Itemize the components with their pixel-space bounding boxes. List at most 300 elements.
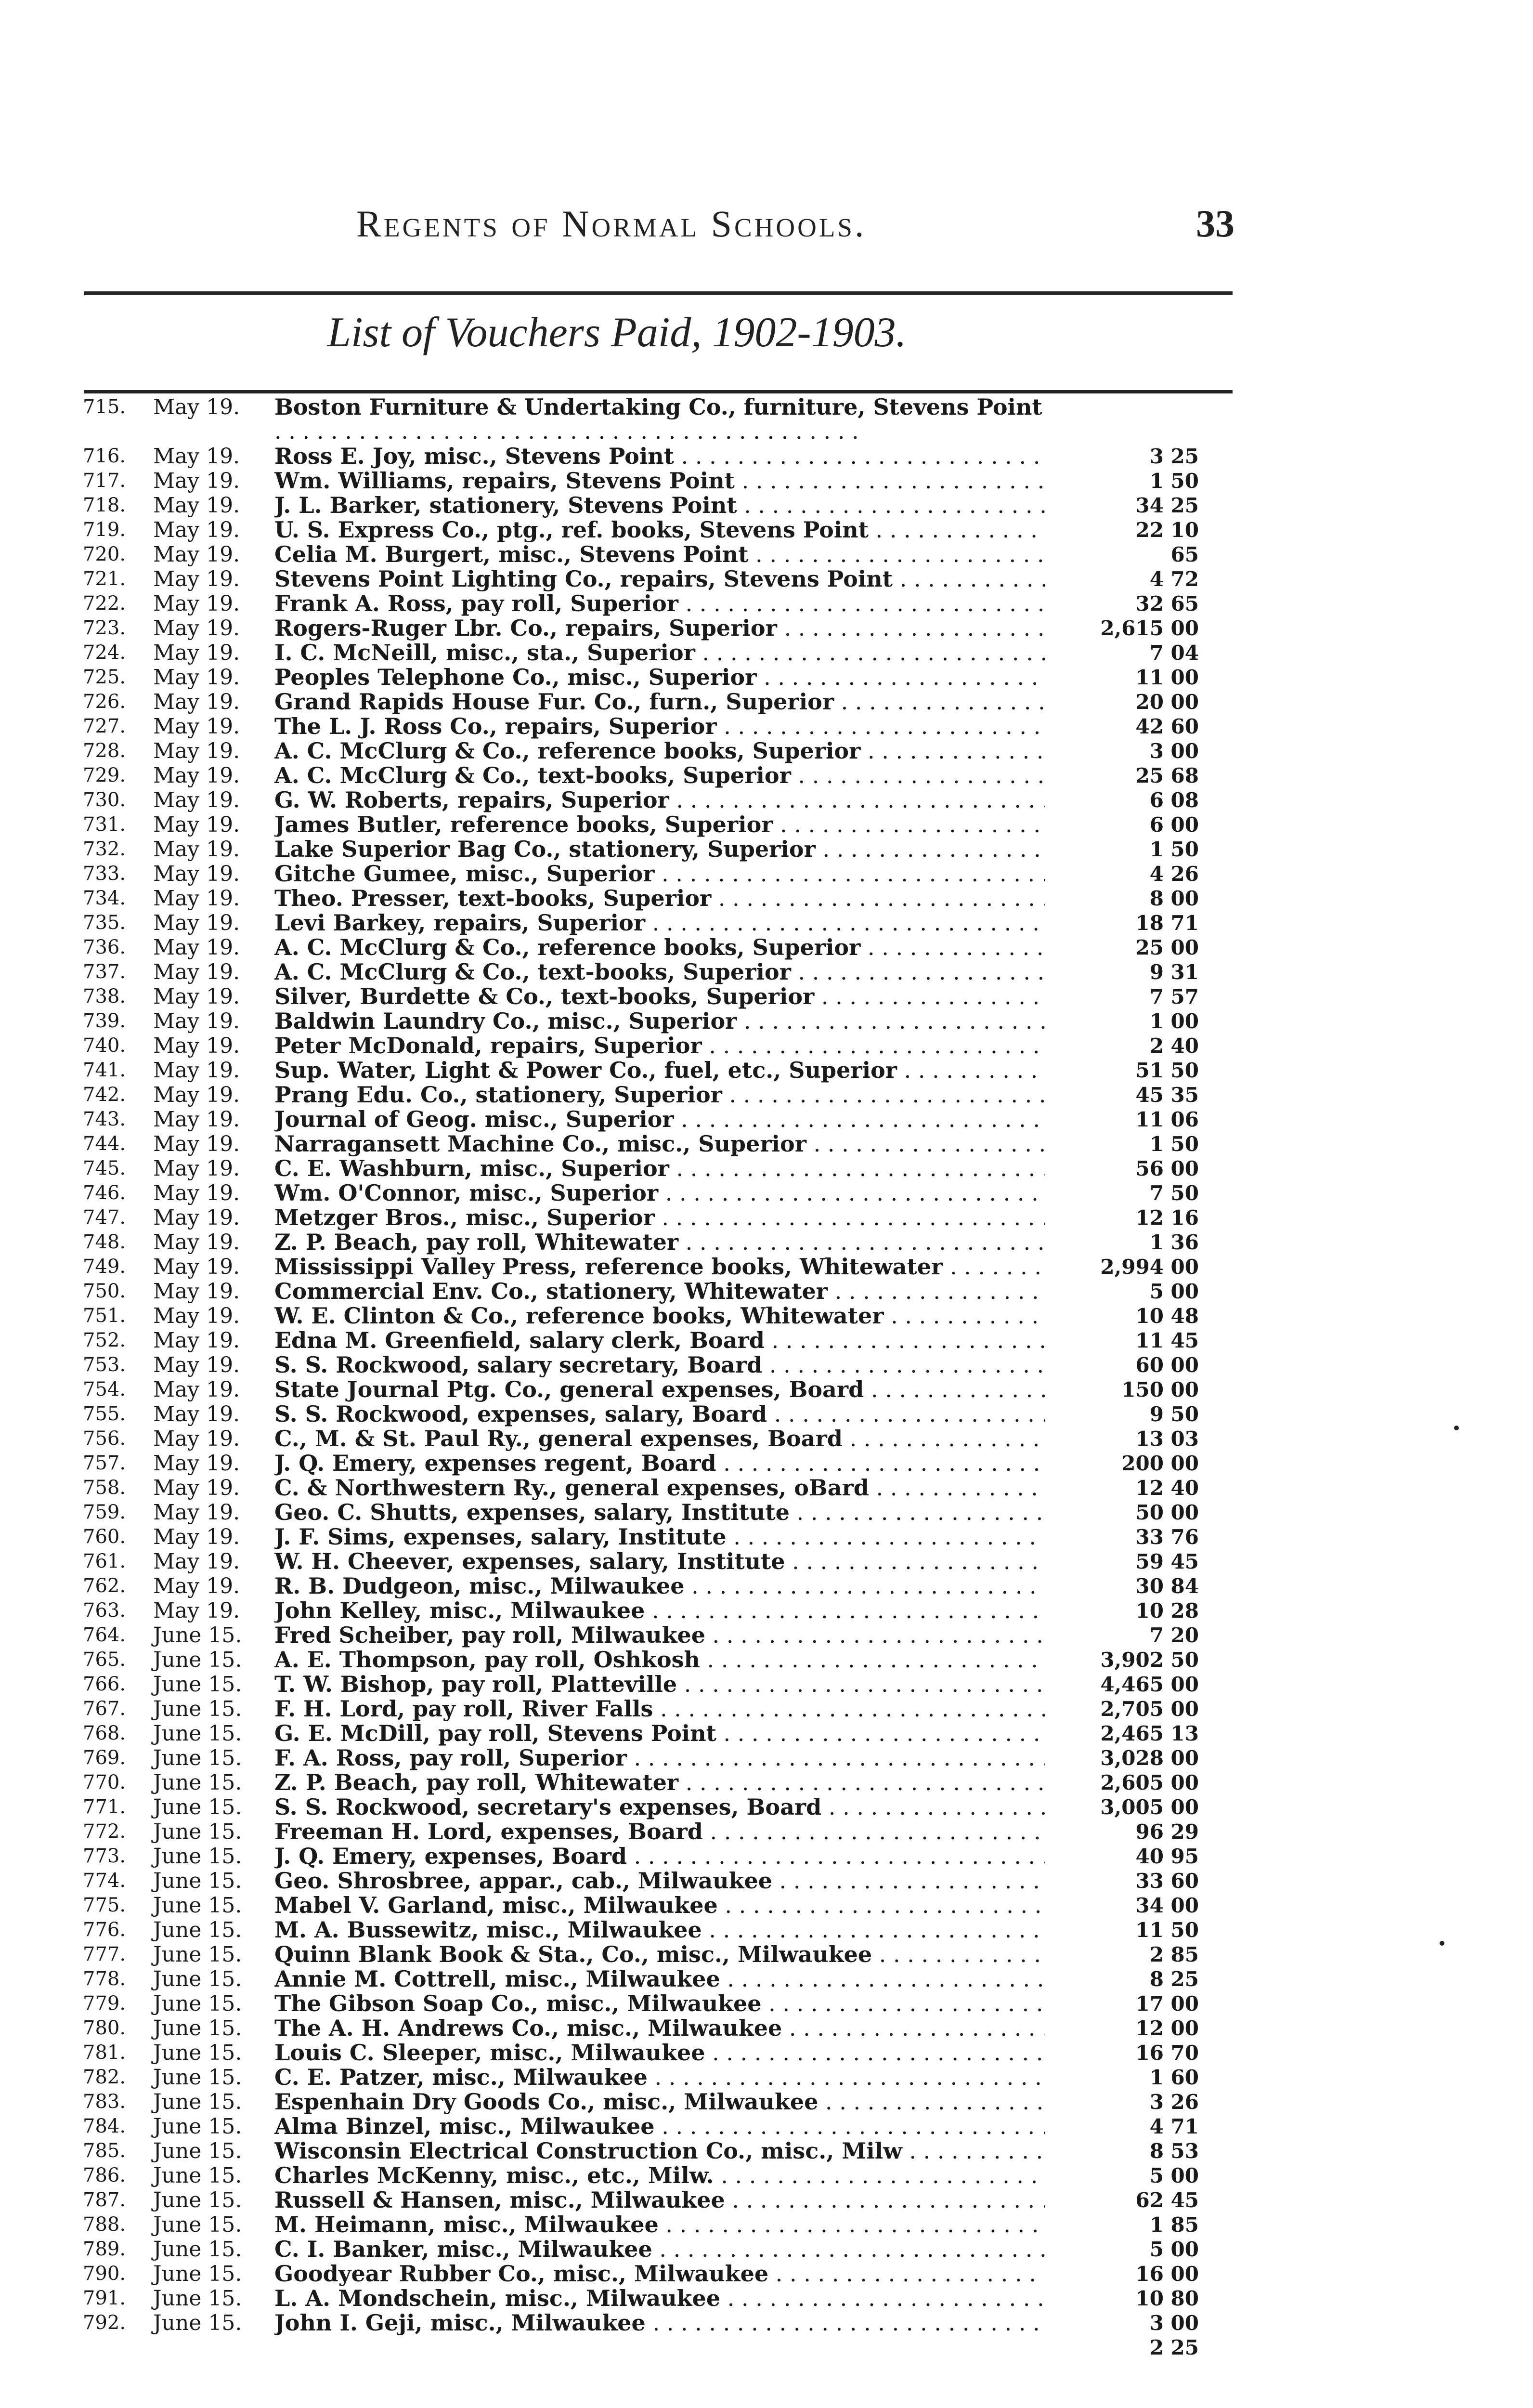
voucher-amount: 2 40 — [1149, 1034, 1199, 1058]
voucher-amount: 10 48 — [1135, 1304, 1199, 1328]
voucher-payee: F. H. Lord, pay roll, River Falls . . . — [274, 1697, 1045, 1721]
voucher-amount: 18 71 — [1135, 911, 1199, 935]
voucher-row — [0, 2016, 1533, 2041]
voucher-amount: 2 85 — [1149, 1943, 1199, 1966]
voucher-payee: Rogers-Ruger Lbr. Co., repairs, Superior . . . — [274, 616, 1045, 641]
voucher-number: 731. — [83, 813, 126, 836]
voucher-date: June 15. — [153, 2188, 242, 2212]
voucher-date: May 19. — [153, 935, 240, 960]
voucher-number: 792. — [83, 2312, 126, 2334]
voucher-payee: Frank A. Ross, pay roll, Superior . . . — [274, 591, 1045, 616]
voucher-payee: Metzger Bros., misc., Superior . . . — [274, 1205, 1045, 1230]
voucher-number: 758. — [83, 1477, 126, 1499]
voucher-row — [0, 1304, 1533, 1328]
voucher-amount: 16 00 — [1135, 2262, 1199, 2286]
voucher-row — [0, 935, 1533, 960]
voucher-amount: 1 85 — [1149, 2213, 1199, 2237]
voucher-payee: Ross E. Joy, misc., Stevens Point . . . — [274, 444, 1045, 469]
voucher-payee: The L. J. Ross Co., repairs, Superior . . . — [274, 714, 1045, 739]
voucher-payee: M. A. Bussewitz, misc., Milwaukee . . . — [274, 1918, 1045, 1942]
voucher-amount: 5 00 — [1149, 2238, 1199, 2261]
voucher-row — [0, 714, 1533, 739]
voucher-number: 780. — [83, 2017, 126, 2039]
voucher-amount: 1 50 — [1149, 469, 1199, 493]
voucher-number: 765. — [83, 1649, 126, 1671]
voucher-number: 733. — [83, 863, 126, 885]
voucher-number: 786. — [83, 2164, 126, 2186]
voucher-row — [0, 1942, 1533, 1967]
voucher-amount: 2 25 — [1149, 2336, 1199, 2359]
voucher-payee: C., M. & St. Paul Ry., general expenses, Board . . . — [274, 1426, 1045, 1451]
voucher-payee: Celia M. Burgert, misc., Stevens Point . . . — [274, 542, 1045, 567]
voucher-date: June 15. — [153, 1623, 242, 1648]
voucher-row — [0, 911, 1533, 935]
voucher-number: 766. — [83, 1673, 126, 1695]
voucher-amount: 2,994 00 — [1100, 1255, 1199, 1279]
voucher-number: 727. — [83, 715, 126, 737]
voucher-amount: 32 65 — [1135, 592, 1199, 615]
voucher-date: May 19. — [153, 1426, 240, 1451]
voucher-payee: J. Q. Emery, expenses, Board . . . — [274, 1844, 1045, 1869]
voucher-payee: Gitche Gumee, misc., Superior . . . — [274, 862, 1045, 886]
voucher-date: June 15. — [153, 1648, 242, 1672]
voucher-payee: Theo. Presser, text-books, Superior . . . — [274, 886, 1045, 911]
voucher-payee: I. C. McNeill, misc., sta., Superior . . . — [274, 641, 1045, 665]
voucher-amount: 8 25 — [1149, 1967, 1199, 1991]
voucher-row — [0, 2335, 1533, 2360]
voucher-number: 729. — [83, 764, 126, 786]
voucher-row — [0, 1598, 1533, 1623]
voucher-row — [0, 1525, 1533, 1549]
voucher-amount: 5 00 — [1149, 1280, 1199, 1303]
voucher-payee: Peter McDonald, repairs, Superior . . . — [274, 1034, 1045, 1058]
voucher-row — [0, 2114, 1533, 2139]
voucher-payee: U. S. Express Co., ptg., ref. books, Stevens Point . . . — [274, 518, 1045, 542]
voucher-row — [0, 1279, 1533, 1304]
voucher-date: May 19. — [153, 1205, 240, 1230]
voucher-date: June 15. — [153, 2212, 242, 2237]
voucher-date: May 19. — [153, 1500, 240, 1525]
voucher-date: May 19. — [153, 960, 240, 984]
voucher-number: 771. — [83, 1796, 126, 1818]
list-title: List of Vouchers Paid, 1902-1903. — [327, 309, 907, 356]
voucher-date: June 15. — [153, 1844, 242, 1869]
voucher-date: June 15. — [153, 1795, 242, 1819]
voucher-row — [0, 862, 1533, 886]
voucher-payee: Alma Binzel, misc., Milwaukee . . . — [274, 2114, 1045, 2139]
voucher-payee: C. E. Washburn, misc., Superior . . . — [274, 1156, 1045, 1181]
voucher-amount: 30 84 — [1135, 1574, 1199, 1598]
voucher-row — [0, 1426, 1533, 1451]
voucher-date: May 19. — [153, 739, 240, 763]
voucher-amount: 2,615 00 — [1100, 616, 1199, 640]
voucher-payee: C. E. Patzer, misc., Milwaukee . . . — [274, 2065, 1045, 2090]
voucher-amount: 34 25 — [1135, 494, 1199, 517]
voucher-payee: Grand Rapids House Fur. Co., furn., Superior . . . — [274, 690, 1045, 714]
voucher-list — [0, 395, 1533, 2360]
voucher-row — [0, 2041, 1533, 2065]
voucher-date: June 15. — [153, 1746, 242, 1770]
voucher-row — [0, 1721, 1533, 1746]
voucher-date: June 15. — [153, 1869, 242, 1893]
voucher-row — [0, 2262, 1533, 2286]
voucher-row — [0, 1893, 1533, 1918]
voucher-row — [0, 1574, 1533, 1598]
voucher-date: May 19. — [153, 1279, 240, 1304]
voucher-row — [0, 1844, 1533, 1869]
voucher-amount: 62 45 — [1135, 2188, 1199, 2212]
voucher-number: 748. — [83, 1231, 126, 1253]
voucher-number: 755. — [83, 1403, 126, 1425]
voucher-payee: John I. Geji, misc., Milwaukee . . . — [274, 2311, 1045, 2335]
voucher-payee: Charles McKenny, misc., etc., Milw. . . . — [274, 2163, 1045, 2188]
voucher-date: June 15. — [153, 1721, 242, 1746]
voucher-row — [0, 1869, 1533, 1893]
voucher-amount: 1 50 — [1149, 1132, 1199, 1156]
voucher-amount: 45 35 — [1135, 1083, 1199, 1107]
voucher-row — [0, 1058, 1533, 1083]
voucher-number: 721. — [83, 568, 126, 590]
voucher-number: 763. — [83, 1599, 126, 1622]
voucher-payee: Mississippi Valley Press, reference books, Whitewater . . . — [274, 1255, 1045, 1279]
voucher-date: May 19. — [153, 1476, 240, 1500]
voucher-amount: 33 60 — [1135, 1869, 1199, 1893]
voucher-date: May 19. — [153, 469, 240, 493]
voucher-amount: 1 60 — [1149, 2066, 1199, 2089]
voucher-date: May 19. — [153, 591, 240, 616]
voucher-date: June 15. — [153, 2065, 242, 2090]
voucher-amount: 11 50 — [1135, 1918, 1199, 1942]
voucher-payee: Geo. Shrosbree, appar., cab., Milwaukee . . . — [274, 1869, 1045, 1893]
voucher-row — [0, 812, 1533, 837]
voucher-amount: 25 00 — [1135, 936, 1199, 959]
voucher-payee: W. H. Cheever, expenses, salary, Institute . . . — [274, 1549, 1045, 1574]
voucher-row — [0, 763, 1533, 788]
voucher-date: May 19. — [153, 1402, 240, 1426]
voucher-amount: 13 03 — [1135, 1427, 1199, 1451]
voucher-payee: Wisconsin Electrical Construction Co., misc., Milw . . . — [274, 2139, 1045, 2163]
voucher-number: 759. — [83, 1501, 126, 1523]
voucher-date: May 19. — [153, 1034, 240, 1058]
stray-mark — [1454, 1426, 1459, 1430]
voucher-number: 764. — [83, 1624, 126, 1646]
voucher-date: June 15. — [153, 2262, 242, 2286]
page-number: 33 — [1196, 203, 1234, 245]
voucher-number: 728. — [83, 740, 126, 762]
voucher-number: 726. — [83, 691, 126, 713]
voucher-row — [0, 2090, 1533, 2114]
voucher-amount: 11 45 — [1135, 1329, 1199, 1352]
voucher-number: 757. — [83, 1452, 126, 1474]
voucher-number: 730. — [83, 789, 126, 811]
voucher-payee: Boston Furniture & Undertaking Co., furniture, Stevens Point . . . — [274, 395, 1045, 443]
voucher-date: June 15. — [153, 2016, 242, 2041]
voucher-payee: Wm. Williams, repairs, Stevens Point . . . — [274, 469, 1045, 493]
voucher-payee: John Kelley, misc., Milwaukee . . . — [274, 1598, 1045, 1623]
voucher-number: 781. — [83, 2042, 126, 2064]
voucher-payee: G. W. Roberts, repairs, Superior . . . — [274, 788, 1045, 812]
voucher-number: 740. — [83, 1034, 126, 1057]
voucher-date: May 19. — [153, 1549, 240, 1574]
voucher-row — [0, 542, 1533, 567]
voucher-row — [0, 1107, 1533, 1132]
voucher-payee: J. L. Barker, stationery, Stevens Point . . . — [274, 493, 1045, 518]
voucher-payee: C. I. Banker, misc., Milwaukee . . . — [274, 2237, 1045, 2262]
voucher-amount: 2,705 00 — [1100, 1697, 1199, 1721]
voucher-number: 774. — [83, 1870, 126, 1892]
voucher-payee: Stevens Point Lighting Co., repairs, Stevens Point . . . — [274, 567, 1045, 591]
voucher-number: 735. — [83, 912, 126, 934]
voucher-amount: 3 26 — [1149, 2090, 1199, 2114]
voucher-date: May 19. — [153, 1574, 240, 1598]
voucher-payee: Goodyear Rubber Co., misc., Milwaukee . . . — [274, 2262, 1045, 2286]
voucher-row — [0, 1451, 1533, 1476]
voucher-row — [0, 1549, 1533, 1574]
voucher-date: May 19. — [153, 1451, 240, 1476]
voucher-number: 742. — [83, 1084, 126, 1106]
voucher-date: May 19. — [153, 493, 240, 518]
voucher-amount: 4,465 00 — [1100, 1673, 1199, 1696]
voucher-date: June 15. — [153, 1819, 242, 1844]
voucher-number: 778. — [83, 1968, 126, 1990]
voucher-amount: 9 31 — [1149, 960, 1199, 984]
voucher-number: 767. — [83, 1698, 126, 1720]
voucher-payee: A. C. McClurg & Co., text-books, Superior . . . — [274, 763, 1045, 788]
voucher-row — [0, 1009, 1533, 1034]
voucher-amount: 51 50 — [1135, 1059, 1199, 1082]
title-rule — [84, 390, 1233, 393]
voucher-row — [0, 739, 1533, 763]
voucher-date: June 15. — [153, 2041, 242, 2065]
voucher-date: May 19. — [153, 1255, 240, 1279]
voucher-date: May 19. — [153, 788, 240, 812]
voucher-payee: Annie M. Cottrell, misc., Milwaukee . . . — [274, 1967, 1045, 1991]
voucher-payee: Baldwin Laundry Co., misc., Superior . . . — [274, 1009, 1045, 1034]
voucher-row — [0, 665, 1533, 690]
voucher-number: 718. — [83, 494, 126, 516]
voucher-number: 734. — [83, 887, 126, 909]
voucher-amount: 150 00 — [1121, 1378, 1199, 1401]
voucher-row — [0, 984, 1533, 1009]
voucher-row — [0, 493, 1533, 518]
voucher-number: 791. — [83, 2287, 126, 2309]
voucher-row — [0, 1967, 1533, 1991]
voucher-payee: C. & Northwestern Ry., general expenses, oBard . . . — [274, 1476, 1045, 1500]
voucher-row — [0, 1377, 1533, 1402]
voucher-number: 738. — [83, 985, 126, 1008]
voucher-row — [0, 567, 1533, 591]
voucher-payee: Narragansett Machine Co., misc., Superior . . . — [274, 1132, 1045, 1156]
voucher-payee: Sup. Water, Light & Power Co., fuel, etc., Superior . . . — [274, 1058, 1045, 1083]
voucher-amount: 3 00 — [1149, 2311, 1199, 2335]
voucher-row — [0, 1132, 1533, 1156]
voucher-row — [0, 1034, 1533, 1058]
voucher-number: 750. — [83, 1280, 126, 1302]
voucher-payee: James Butler, reference books, Superior . . . — [274, 812, 1045, 837]
voucher-number: 772. — [83, 1820, 126, 1843]
voucher-row — [0, 690, 1533, 714]
voucher-date: May 19. — [153, 665, 240, 690]
voucher-amount: 4 72 — [1149, 567, 1199, 591]
voucher-date: May 19. — [153, 395, 240, 419]
voucher-payee: Wm. O'Connor, misc., Superior . . . — [274, 1181, 1045, 1205]
voucher-payee: Espenhain Dry Goods Co., misc., Milwaukee . . . — [274, 2090, 1045, 2114]
voucher-amount: 6 00 — [1149, 813, 1199, 837]
voucher-date: June 15. — [153, 2311, 242, 2335]
voucher-payee: Lake Superior Bag Co., stationery, Superior . . . — [274, 837, 1045, 862]
voucher-date: June 15. — [153, 2090, 242, 2114]
voucher-date: May 19. — [153, 1009, 240, 1034]
voucher-amount: 6 08 — [1149, 788, 1199, 812]
voucher-date: June 15. — [153, 1967, 242, 1991]
voucher-amount: 60 00 — [1135, 1353, 1199, 1377]
voucher-row — [0, 1672, 1533, 1697]
voucher-row — [0, 2212, 1533, 2237]
voucher-date: May 19. — [153, 518, 240, 542]
voucher-row — [0, 1083, 1533, 1107]
voucher-amount: 12 16 — [1135, 1206, 1199, 1230]
voucher-number: 743. — [83, 1108, 126, 1130]
voucher-row — [0, 1648, 1533, 1672]
voucher-amount: 7 57 — [1149, 985, 1199, 1008]
voucher-row — [0, 395, 1533, 444]
voucher-date: May 19. — [153, 641, 240, 665]
voucher-number: 724. — [83, 641, 126, 664]
voucher-number: 720. — [83, 543, 126, 565]
voucher-row — [0, 616, 1533, 641]
voucher-date: June 15. — [153, 1697, 242, 1721]
voucher-number: 716. — [83, 445, 126, 467]
voucher-date: June 15. — [153, 2139, 242, 2163]
voucher-number: 737. — [83, 961, 126, 983]
stray-mark — [1440, 1941, 1444, 1946]
voucher-date: May 19. — [153, 714, 240, 739]
voucher-payee: Z. P. Beach, pay roll, Whitewater . . . — [274, 1230, 1045, 1255]
voucher-number: 775. — [83, 1894, 126, 1916]
top-rule — [84, 291, 1233, 295]
voucher-amount: 3,902 50 — [1100, 1648, 1199, 1672]
voucher-date: May 19. — [153, 837, 240, 862]
voucher-amount: 34 00 — [1135, 1894, 1199, 1917]
voucher-row — [0, 2286, 1533, 2311]
voucher-payee: G. E. McDill, pay roll, Stevens Point . . . — [274, 1721, 1045, 1746]
voucher-date: May 19. — [153, 444, 240, 469]
voucher-payee: S. S. Rockwood, expenses, salary, Board . . . — [274, 1402, 1045, 1426]
voucher-payee: Freeman H. Lord, expenses, Board . . . — [274, 1819, 1045, 1844]
voucher-payee: Z. P. Beach, pay roll, Whitewater . . . — [274, 1770, 1045, 1795]
voucher-date: May 19. — [153, 1083, 240, 1107]
voucher-amount: 10 80 — [1135, 2287, 1199, 2310]
voucher-amount: 4 26 — [1149, 862, 1199, 886]
voucher-date: May 19. — [153, 862, 240, 886]
voucher-row — [0, 1746, 1533, 1770]
voucher-number: 752. — [83, 1329, 126, 1351]
voucher-amount: 2,465 13 — [1100, 1722, 1199, 1745]
voucher-number: 783. — [83, 2091, 126, 2113]
voucher-row — [0, 1353, 1533, 1377]
voucher-payee: Fred Scheiber, pay roll, Milwaukee . . . — [274, 1623, 1045, 1648]
voucher-number: 789. — [83, 2238, 126, 2260]
voucher-row — [0, 2065, 1533, 2090]
voucher-row — [0, 1476, 1533, 1500]
voucher-payee: S. S. Rockwood, secretary's expenses, Board . . . — [274, 1795, 1045, 1819]
voucher-number: 756. — [83, 1427, 126, 1450]
voucher-number: 790. — [83, 2263, 126, 2285]
voucher-number: 732. — [83, 838, 126, 860]
voucher-amount: 40 95 — [1135, 1845, 1199, 1868]
voucher-number: 777. — [83, 1943, 126, 1965]
voucher-row — [0, 1795, 1533, 1819]
voucher-number: 769. — [83, 1747, 126, 1769]
voucher-payee: Prang Edu. Co., stationery, Superior . . . — [274, 1083, 1045, 1107]
voucher-row — [0, 2163, 1533, 2188]
voucher-amount: 2,605 00 — [1100, 1771, 1199, 1794]
voucher-payee: Peoples Telephone Co., misc., Superior . . . — [274, 665, 1045, 690]
voucher-date: May 19. — [153, 1107, 240, 1132]
voucher-amount: 25 68 — [1135, 764, 1199, 787]
voucher-payee: A. C. McClurg & Co., reference books, Superior . . . — [274, 739, 1045, 763]
voucher-amount: 16 70 — [1135, 2041, 1199, 2065]
voucher-date: May 19. — [153, 1230, 240, 1255]
voucher-amount: 96 29 — [1135, 1820, 1199, 1844]
voucher-payee: R. B. Dudgeon, misc., Milwaukee . . . — [274, 1574, 1045, 1598]
voucher-date: June 15. — [153, 1991, 242, 2016]
voucher-amount: 1 50 — [1149, 838, 1199, 861]
voucher-row — [0, 2237, 1533, 2262]
voucher-payee: Geo. C. Shutts, expenses, salary, Institute . . . — [274, 1500, 1045, 1525]
voucher-number: 747. — [83, 1206, 126, 1229]
voucher-row — [0, 1991, 1533, 2016]
voucher-amount: 3,005 00 — [1100, 1795, 1199, 1819]
voucher-amount: 200 00 — [1121, 1452, 1199, 1475]
voucher-date: June 15. — [153, 2114, 242, 2139]
voucher-date: June 15. — [153, 2163, 242, 2188]
voucher-number: 745. — [83, 1157, 126, 1179]
voucher-payee: A. C. McClurg & Co., reference books, Superior . . . — [274, 935, 1045, 960]
voucher-date: June 15. — [153, 2237, 242, 2262]
voucher-payee: Levi Barkey, repairs, Superior . . . — [274, 911, 1045, 935]
voucher-row — [0, 1500, 1533, 1525]
voucher-date: May 19. — [153, 1181, 240, 1205]
voucher-row — [0, 641, 1533, 665]
voucher-payee: L. A. Mondschein, misc., Milwaukee . . . — [274, 2286, 1045, 2311]
voucher-date: May 19. — [153, 1132, 240, 1156]
voucher-date: May 19. — [153, 911, 240, 935]
voucher-row — [0, 2188, 1533, 2212]
voucher-row — [0, 1230, 1533, 1255]
voucher-date: May 19. — [153, 763, 240, 788]
voucher-date: June 15. — [153, 1942, 242, 1967]
voucher-number: 754. — [83, 1378, 126, 1400]
voucher-date: June 15. — [153, 1893, 242, 1918]
voucher-payee: Commercial Env. Co., stationery, Whitewater . . . — [274, 1279, 1045, 1304]
voucher-amount: 7 50 — [1149, 1181, 1199, 1205]
voucher-number: 782. — [83, 2066, 126, 2088]
voucher-number: 741. — [83, 1059, 126, 1081]
voucher-number: 739. — [83, 1010, 126, 1032]
voucher-number: 725. — [83, 666, 126, 688]
voucher-date: May 19. — [153, 1058, 240, 1083]
voucher-row — [0, 1697, 1533, 1721]
voucher-number: 717. — [83, 470, 126, 492]
voucher-payee: Mabel V. Garland, misc., Milwaukee . . . — [274, 1893, 1045, 1918]
voucher-date: June 15. — [153, 1918, 242, 1942]
voucher-row — [0, 886, 1533, 911]
voucher-date: May 19. — [153, 567, 240, 591]
voucher-row — [0, 444, 1533, 469]
voucher-row — [0, 2139, 1533, 2163]
voucher-date: May 19. — [153, 616, 240, 641]
